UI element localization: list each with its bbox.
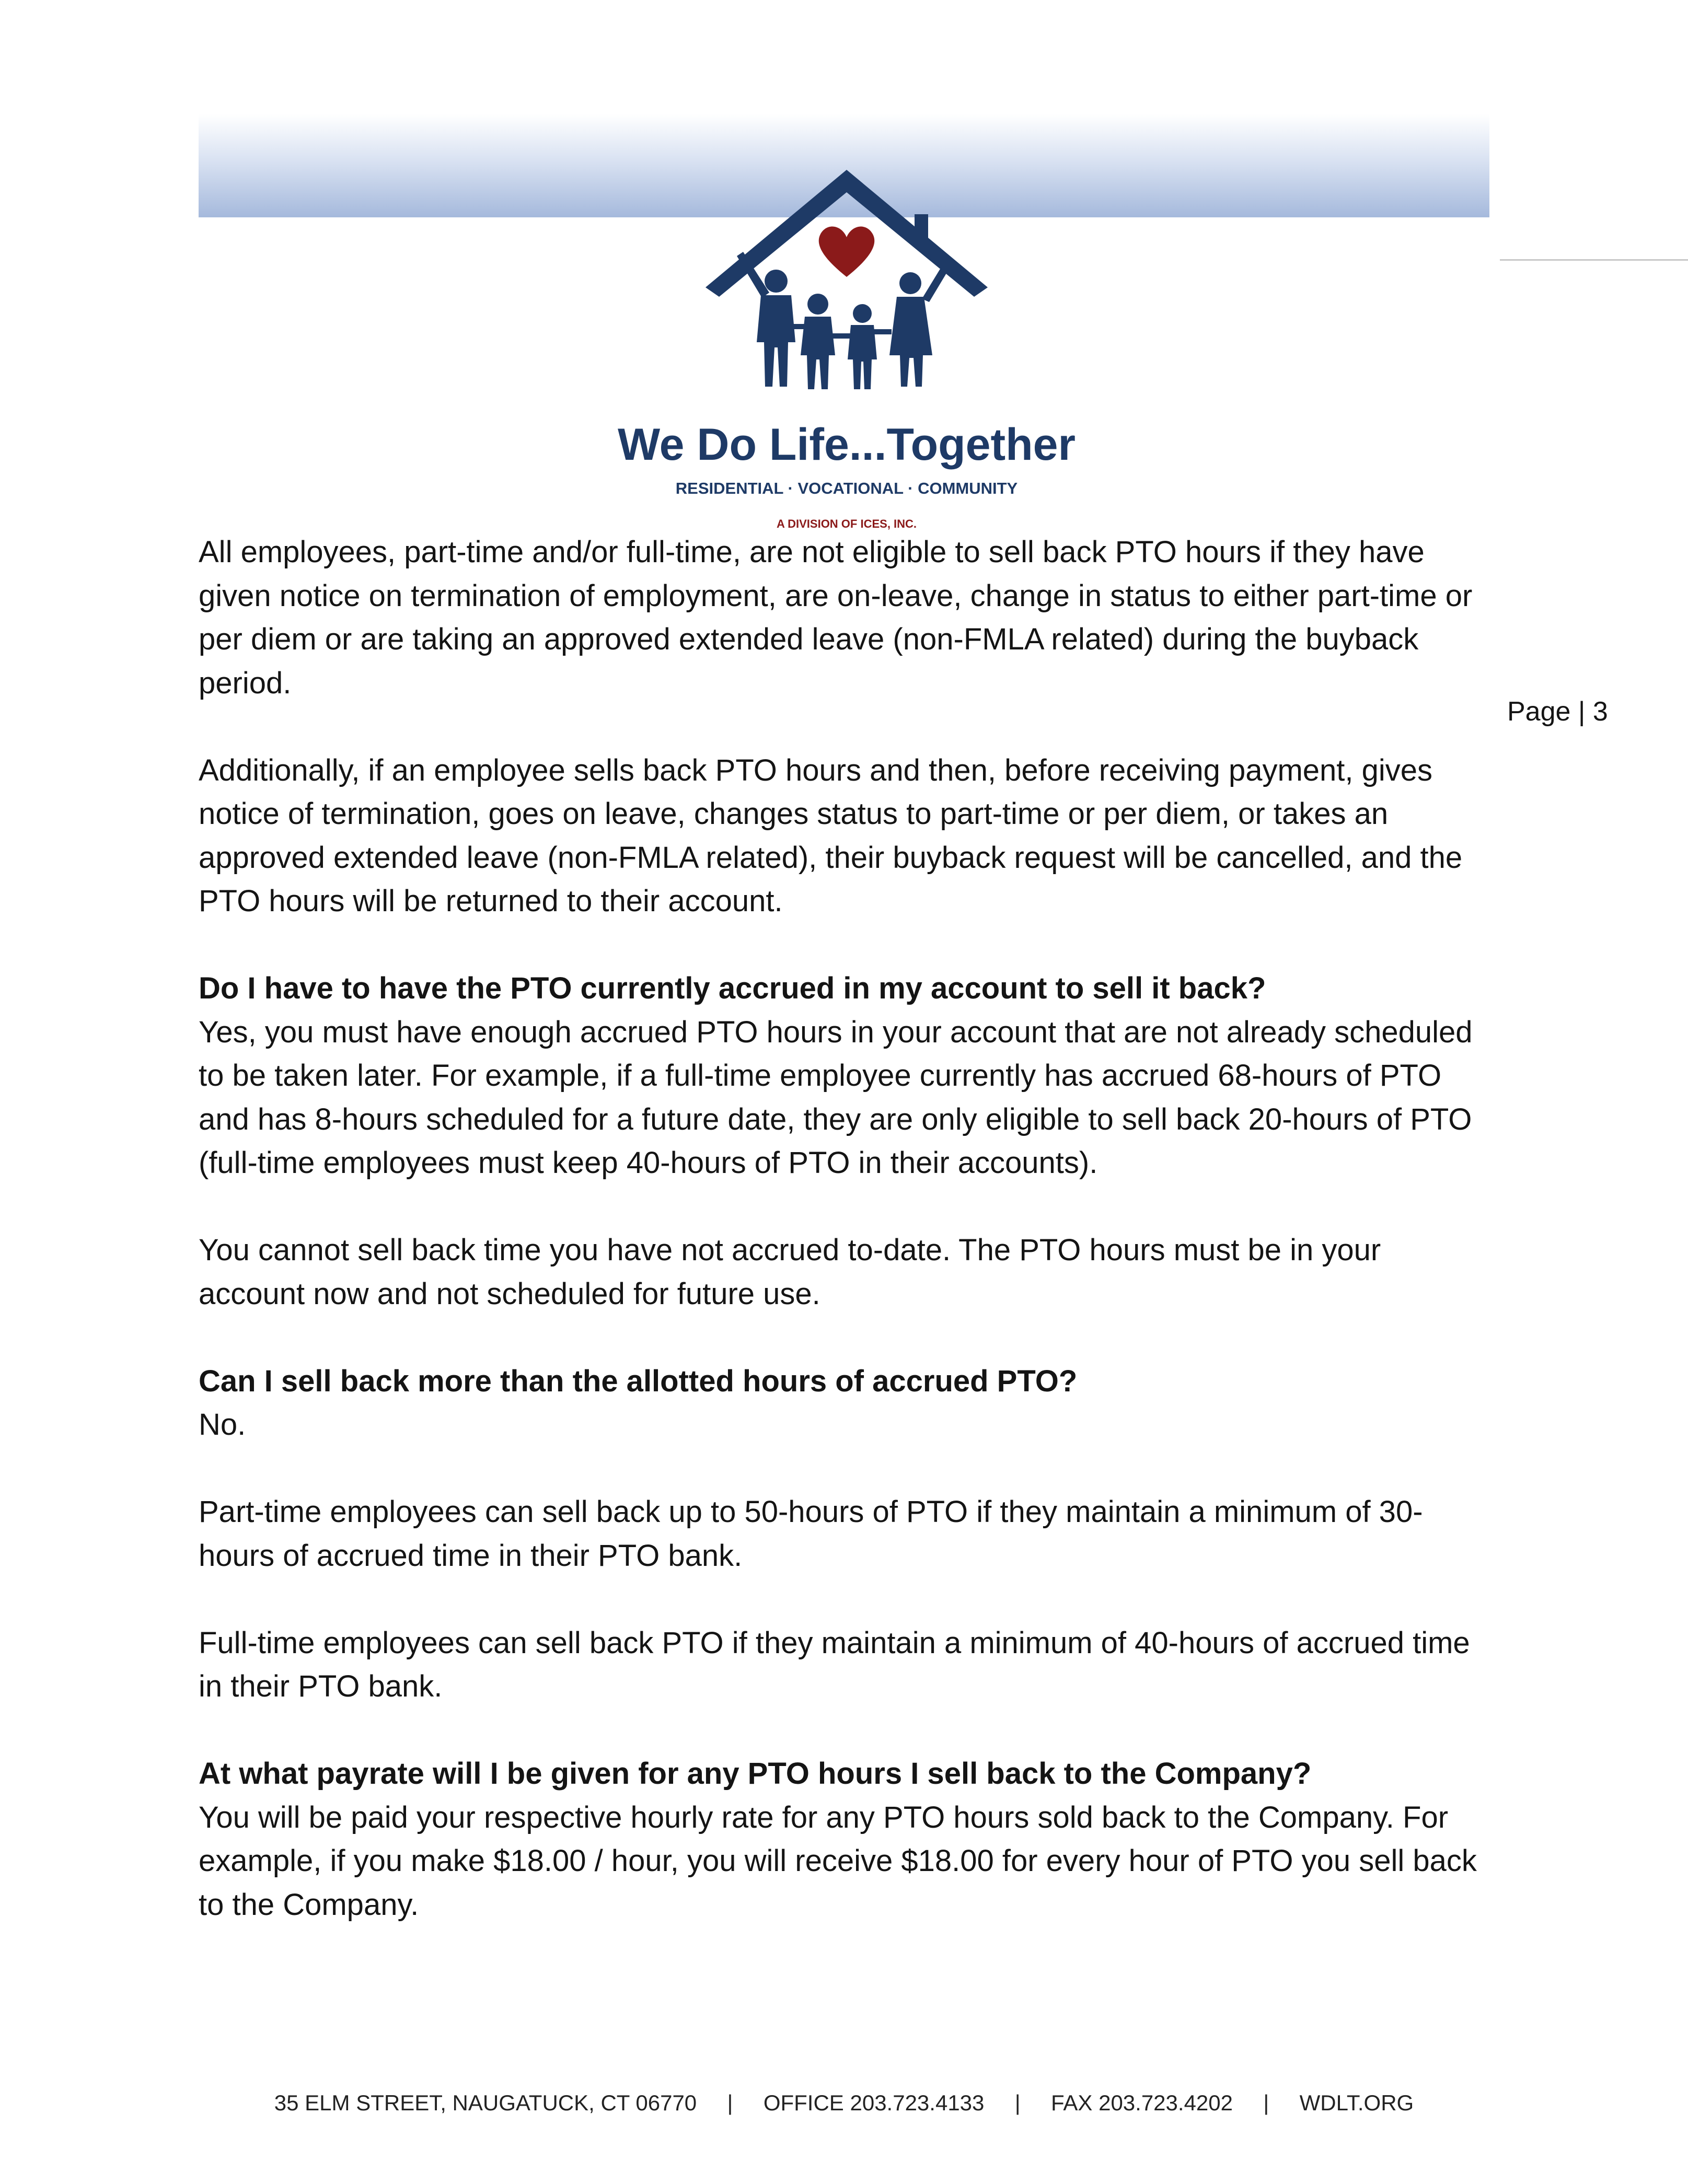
question-payrate: At what payrate will I be given for any PTO hours I sell back to the Company? bbox=[199, 1757, 1312, 1791]
footer-website: WDLT.ORG bbox=[1299, 2090, 1414, 2115]
footer-fax: FAX 203.723.4202 bbox=[1051, 2090, 1233, 2115]
page-number-rule bbox=[1500, 259, 1688, 261]
footer-separator: | bbox=[1014, 2090, 1021, 2115]
footer-address: 35 ELM STREET, NAUGATUCK, CT 06770 bbox=[274, 2090, 697, 2115]
logo-division: A DIVISION OF ICES, INC. bbox=[776, 517, 917, 530]
document-body bbox=[199, 530, 1484, 1926]
question-accrued-pto: Do I have to have the PTO currently accrued in my account to sell it back? bbox=[199, 971, 1266, 1005]
company-logo bbox=[617, 167, 1077, 538]
paragraph-eligibility: All employees, part-time and/or full-time, are not eligible to sell back PTO hours if they have given notice on termination of employment, are on-leave, change in status to either part-time or per diem or are taking an approved extended leave (non-FMLA related) during the buyback period. bbox=[199, 535, 1473, 700]
footer-office-phone: OFFICE 203.723.4133 bbox=[763, 2090, 985, 2115]
footer-contact bbox=[199, 2087, 1489, 2119]
answer-part-time-limit: Part-time employees can sell back up to 50-hours of PTO if they maintain a minimum of 30-hours of accrued time in their PTO bank. bbox=[199, 1495, 1423, 1573]
footer-separator: | bbox=[727, 2090, 733, 2115]
answer-full-time-limit: Full-time employees can sell back PTO if they maintain a minimum of 40-hours of accrued time in their PTO bank. bbox=[199, 1625, 1470, 1703]
question-allotted-hours: Can I sell back more than the allotted hours of accrued PTO? bbox=[199, 1364, 1078, 1398]
chimney-icon bbox=[915, 214, 928, 247]
answer-payrate: You will be paid your respective hourly rate for any PTO hours sold back to the Company. For example, if you make $18.00 / hour, you will receive $18.00 for every hour of PTO you sell back to the Company. bbox=[199, 1800, 1477, 1922]
heart-icon bbox=[819, 227, 875, 277]
footer-separator: | bbox=[1263, 2090, 1269, 2115]
answer-accrued-pto: Yes, you must have enough accrued PTO hours in your account that are not already scheduled to be taken later. For example, if a full-time employee currently has accrued 68-hours of PTO and has 8-hours scheduled for a future date, they are only eligible to sell back 20-hours of PTO (full-time employees must keep 40-hours of PTO in their accounts). bbox=[199, 1015, 1473, 1180]
paragraph-cancellation: Additionally, if an employee sells back PTO hours and then, before receiving payment, gives notice of termination, goes on leave, changes status to part-time or per diem, or takes an approved extended leave (non-FMLA related), their buyback request will be cancelled, and the PTO hours will be returned to their account. bbox=[199, 753, 1463, 918]
house-roof-icon bbox=[706, 170, 988, 297]
logo-tagline: We Do Life...Together bbox=[618, 420, 1076, 470]
answer-allotted-hours: No. bbox=[199, 1408, 246, 1442]
page-number: Page | 3 bbox=[1507, 696, 1608, 727]
logo-subline: RESIDENTIAL · VOCATIONAL · COMMUNITY bbox=[675, 479, 1018, 497]
answer-accrued-pto-note: You cannot sell back time you have not accrued to-date. The PTO hours must be in your account now and not scheduled for future use. bbox=[199, 1233, 1381, 1311]
